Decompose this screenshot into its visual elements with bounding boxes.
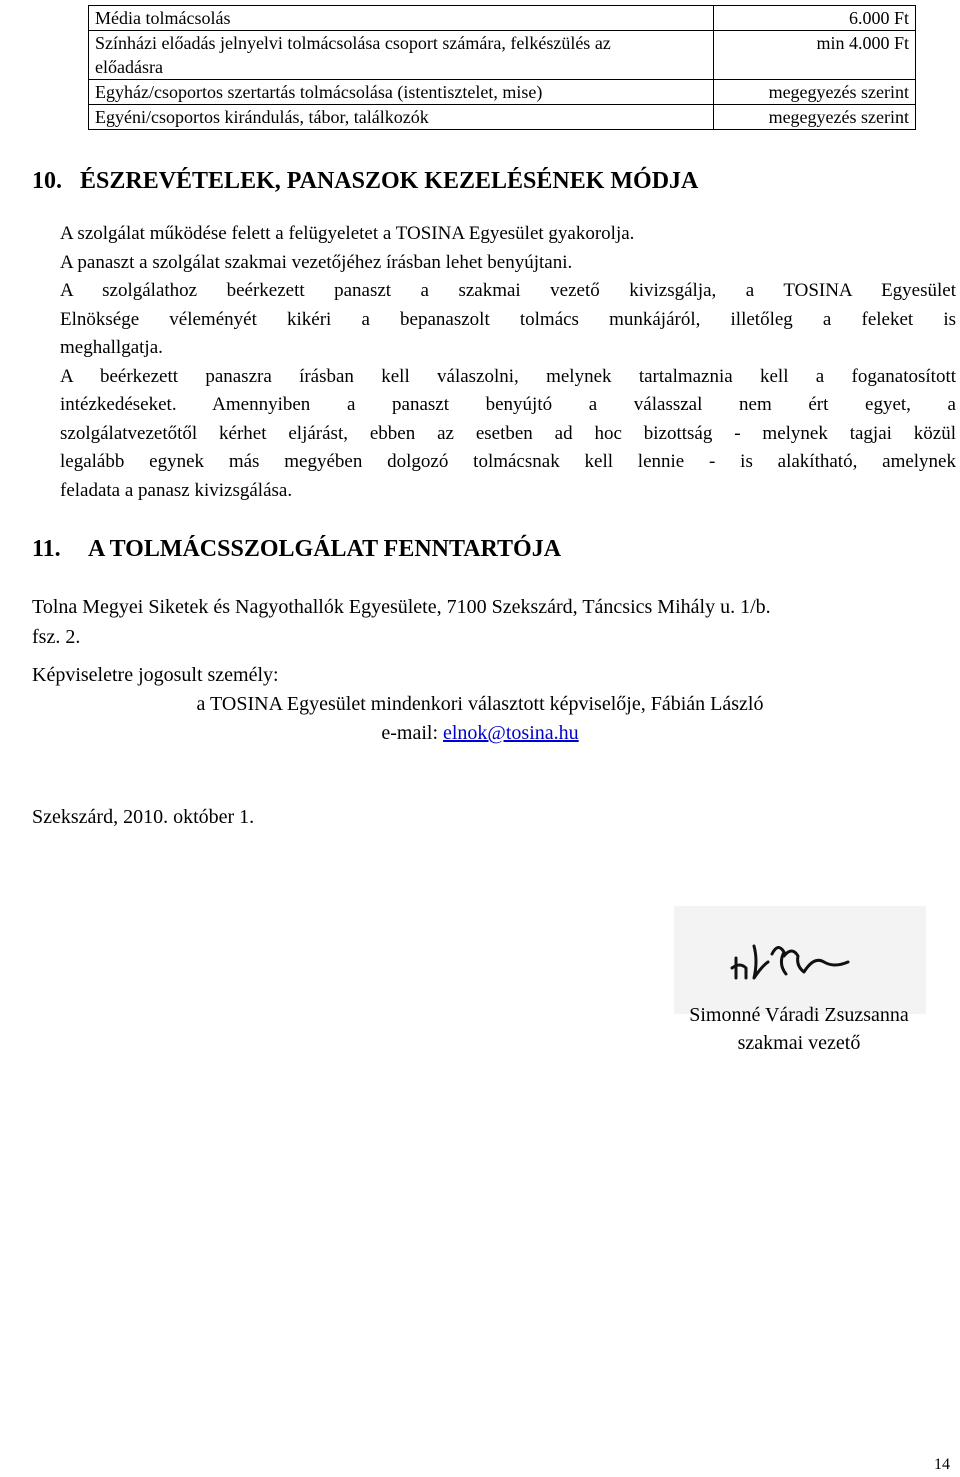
table-row — [89, 80, 916, 105]
price-table — [88, 5, 916, 130]
section-title: ÉSZREVÉTELEK, PANASZOK KEZELÉSÉNEK MÓDJA — [80, 168, 699, 194]
address-line: Tolna Megyei Siketek és Nagyothallók Egyesülete, 7100 Szekszárd, Táncsics Mihály u. 1/b. — [32, 596, 771, 618]
representative-label: Képviseletre jogosult személy: — [32, 664, 279, 686]
section-number: 11. — [32, 536, 61, 562]
email-link[interactable]: elnok@tosina.hu — [443, 722, 579, 744]
section-number: 10. — [32, 168, 62, 194]
table-cell-description: Színházi előadás jelnyelvi tolmácsolása csoport számára, felkészülés az előadásra — [89, 31, 714, 80]
paragraph: A szolgálathoz beérkezett panaszt a szakmai vezető kivizsgálja, a TOSINA Egyesület Elnöksége véleményét kikéri a bepanaszolt tolmács munkájáról, illetőleg a feleket is — [60, 280, 956, 330]
signer-title: szakmai vezető — [737, 1032, 861, 1054]
section-10-body — [60, 220, 956, 505]
table-cell-description: Egyéni/csoportos kirándulás, tábor, találkozók — [89, 105, 714, 130]
signature-area — [674, 906, 926, 1014]
email-label: e-mail: — [381, 722, 443, 744]
section-11-heading — [32, 536, 561, 563]
place-date: Szekszárd, 2010. október 1. — [32, 806, 255, 828]
table-cell-description: Egyház/csoportos szertartás tolmácsolása (istentisztelet, mise) — [89, 80, 714, 105]
paragraph-line: A panaszt a szolgálat szakmai vezetőjéhez írásban lehet benyújtani. — [60, 251, 573, 273]
section-title: A TOLMÁCSSZOLGÁLAT FENNTARTÓJA — [88, 536, 562, 562]
paragraph-line: feladata a panasz kivizsgálása. — [60, 479, 293, 501]
table-row — [89, 6, 916, 31]
address-line: fsz. 2. — [32, 626, 81, 648]
table-cell-description: Média tolmácsolás — [89, 6, 714, 31]
table-cell-price: min 4.000 Ft — [714, 31, 916, 80]
table-cell-price: megegyezés szerint — [714, 105, 916, 130]
table-row — [89, 31, 916, 80]
table-cell-price: 6.000 Ft — [714, 6, 916, 31]
paragraph-line: A szolgálat működése felett a felügyeletet a TOSINA Egyesület gyakorolja. — [60, 223, 635, 244]
representative-name: a TOSINA Egyesület mindenkori választott képviselője, Fábián László — [196, 693, 764, 715]
table-row — [89, 105, 916, 130]
table-cell-price: megegyezés szerint — [714, 80, 916, 105]
signature-scribble — [674, 906, 926, 1014]
signer-name: Simonné Váradi Zsuzsanna — [689, 1004, 909, 1026]
paragraph-line: meghallgatja. — [60, 337, 163, 358]
paragraph: A beérkezett panaszra írásban kell válaszolni, melynek tartalmaznia kell a foganatosított intézkedéseket. Amennyiben a panaszt benyújtó a válasszal nem ért egyet, a szolgálatvezetőtől kérhet eljárást, ebben az esetben ad hoc bizottság - melynek tagjai közül legalább egynek más megyében dolgozó tolmácsnak kell lennie - is alakítható, amelynek — [60, 365, 956, 472]
page-number: 14 — [934, 1456, 950, 1473]
section-10-heading — [32, 168, 698, 195]
email-line — [0, 722, 960, 745]
